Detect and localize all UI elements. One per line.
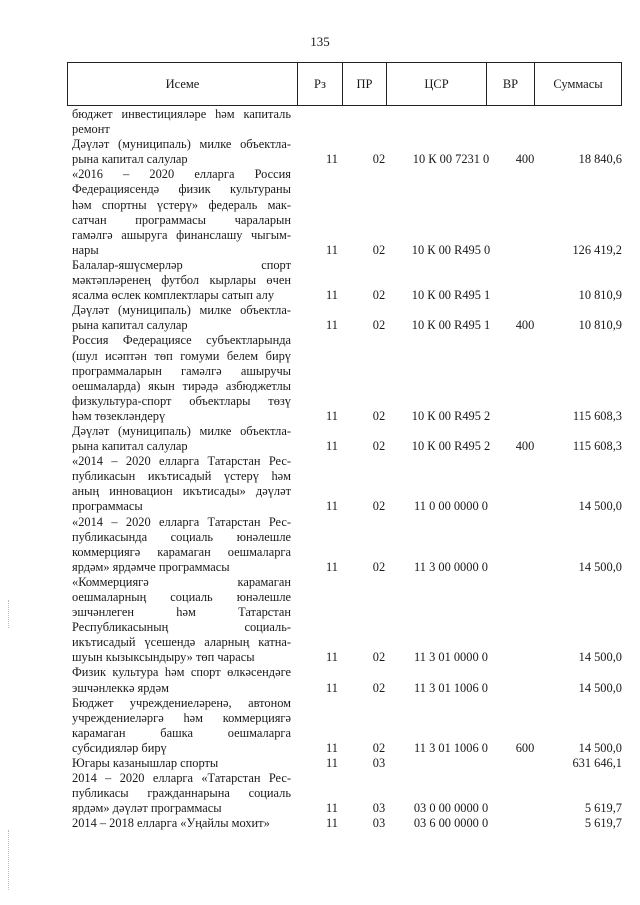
row-rz: 11	[326, 439, 338, 454]
table-row	[72, 696, 622, 756]
row-pr: 02	[372, 288, 386, 303]
row-name-line: «2016 – 2020 елларга Россия	[72, 167, 291, 182]
row-name	[72, 167, 291, 258]
table-row	[72, 333, 622, 424]
row-vr: 600	[515, 740, 535, 755]
row-name	[72, 107, 291, 137]
row-csr: 10 К 00 R495 2	[411, 439, 491, 454]
row-name-line: физкультура-спорт объектлары төзү	[72, 393, 291, 408]
table-header	[67, 62, 622, 106]
table-row	[72, 454, 622, 514]
row-sum: 115 608,3	[572, 408, 622, 423]
row-sum: 115 608,3	[572, 439, 622, 454]
row-pr: 02	[372, 408, 386, 423]
row-pr: 03	[372, 801, 386, 816]
row-pr: 02	[372, 242, 386, 257]
row-vr	[505, 499, 545, 514]
row-name-line: Россия Федерациясе субъектларында	[72, 333, 291, 348]
row-sum: 5 619,7	[584, 816, 622, 831]
table-row	[72, 137, 622, 167]
row-name	[72, 575, 291, 666]
row-pr: 02	[372, 650, 386, 665]
row-name-line: Дәүләт (муниципаль) милке объектла-	[72, 303, 291, 318]
table-row	[72, 575, 622, 666]
row-sum: 14 500,0	[578, 559, 622, 574]
margin-mark	[8, 830, 10, 890]
row-csr: 03 6 00 0000 0	[413, 816, 489, 831]
row-sum: 631 646,1	[572, 756, 622, 771]
row-name-line: Дәүләт (муниципаль) милке объектла-	[72, 137, 291, 152]
row-vr	[505, 681, 545, 696]
row-vr	[505, 756, 545, 771]
row-sum: 14 500,0	[578, 740, 622, 755]
page-number: 135	[310, 34, 330, 49]
header-rz: Рз	[298, 63, 343, 105]
row-name-line: шуын кызыксындыру» төп чарасы	[72, 650, 255, 665]
row-pr: 02	[372, 499, 386, 514]
row-name-line: ярдәм» ярдәмче программасы	[72, 559, 230, 574]
row-sum: 14 500,0	[578, 680, 622, 695]
row-name-line: һәм спортны үстерү» федераль мак-	[72, 197, 291, 212]
row-name	[72, 454, 291, 514]
row-name	[72, 137, 291, 167]
header-name: Исеме	[68, 63, 298, 105]
row-pr: 03	[372, 816, 386, 831]
row-csr: 11 3 01 1006 0	[414, 680, 488, 695]
row-name-line: Республикасының социаль-	[72, 620, 291, 635]
row-name-line: «Коммерциягә карамаган	[72, 574, 291, 589]
row-name-line: ремонт	[72, 122, 110, 137]
row-name-line: Федерациясендә физик культураны	[72, 182, 291, 197]
row-name-line: эшчәнлеген һәм Татарстан	[72, 605, 291, 620]
row-csr: 11 3 00 0000 0	[414, 559, 488, 574]
row-sum: 18 840,6	[578, 152, 622, 167]
row-name-line: рына капитал салулар	[72, 152, 188, 167]
row-rz: 11	[326, 801, 338, 816]
row-sum: 14 500,0	[578, 650, 622, 665]
row-csr: 11 3 01 1006 0	[414, 740, 488, 755]
row-rz: 11	[326, 318, 338, 333]
row-rz: 11	[326, 242, 338, 257]
row-pr: 02	[372, 680, 386, 695]
table-row	[72, 258, 622, 303]
row-name-line: 2014 – 2018 елларга «Уңайлы мохит»	[72, 816, 270, 831]
row-name-line: оешмаларның социаль юнәлешле	[72, 590, 291, 604]
row-sum: 10 810,9	[578, 288, 622, 303]
row-name-line: рына капитал салулар	[72, 318, 188, 333]
row-pr: 02	[372, 152, 386, 167]
row-name-line: сатчан программасы чараларын	[72, 212, 291, 227]
row-rz: 11	[326, 756, 338, 771]
header-csr: ЦСР	[387, 63, 487, 105]
row-rz: 11	[326, 408, 338, 423]
row-name-line: ярдәм» дәүләт программасы	[72, 801, 222, 816]
table-row	[72, 665, 622, 695]
row-name-line: публикасын икътисадый үстерү һәм	[72, 469, 291, 484]
row-name-line: ясалма өслек комплектлары сатып алу	[72, 288, 275, 303]
row-sum: 10 810,9	[578, 318, 622, 333]
row-name-line: рына капитал салулар	[72, 439, 188, 454]
row-pr	[361, 122, 397, 137]
row-name-line: карамаган башка оешмаларга	[72, 725, 291, 740]
row-name	[72, 303, 291, 333]
row-vr	[505, 243, 545, 258]
row-vr	[505, 816, 545, 831]
row-csr: 11 0 00 0000 0	[414, 499, 488, 514]
row-pr: 02	[372, 439, 386, 454]
header-sum: Суммасы	[553, 76, 603, 91]
row-name-line: гамәлгә ашыруга финанслашу чыгым-	[72, 227, 291, 242]
row-csr: 10 К 00 R495 1	[411, 288, 491, 303]
row-name	[72, 696, 291, 756]
row-rz: 11	[326, 740, 338, 755]
row-name-line: оешмаларда) якын тирәдә азбюджетлы	[72, 378, 291, 393]
row-name	[72, 665, 291, 695]
table-row	[72, 756, 622, 771]
row-name-line: Бюджет учреждениеләренә, автоном	[72, 695, 291, 710]
row-csr	[397, 122, 505, 137]
row-vr	[505, 288, 545, 303]
row-name-line: аның инновацион икътисады» дәүләт	[72, 484, 291, 499]
row-name-line: публикасында социаль юнәлешле	[72, 529, 291, 544]
row-name	[72, 333, 291, 424]
row-name-line: публикасы гражданнарына социаль	[72, 786, 291, 801]
table-row	[72, 303, 622, 333]
row-name	[72, 771, 291, 816]
row-name-line: Балалар-яшүсмерләр спорт	[72, 257, 291, 272]
row-rz: 11	[326, 152, 338, 167]
row-rz: 11	[326, 559, 338, 574]
row-rz: 11	[326, 680, 338, 695]
row-name-line: учреждениеләргә һәм коммерциягә	[72, 710, 291, 725]
row-vr	[505, 409, 545, 424]
row-rz: 11	[326, 288, 338, 303]
table-row	[72, 771, 622, 816]
row-name-line: Югары казанышлар спорты	[72, 756, 219, 771]
row-name-line: бюджет инвестицияләре һәм капиталь	[72, 107, 291, 121]
row-vr	[505, 560, 545, 575]
row-vr	[505, 122, 545, 137]
row-rz: 11	[326, 816, 338, 831]
row-pr: 02	[372, 740, 386, 755]
row-pr: 02	[372, 318, 386, 333]
row-name	[72, 756, 291, 771]
margin-mark	[8, 600, 10, 628]
row-csr	[397, 756, 505, 771]
table-body	[72, 107, 622, 832]
row-csr: 10 К 00 R495 1	[411, 318, 491, 333]
row-csr: 10 К 00 7231 0	[412, 152, 490, 167]
row-name	[72, 424, 291, 454]
row-name	[72, 816, 291, 831]
row-name	[72, 515, 291, 575]
row-name-line: субсидияләр бирү	[72, 740, 167, 755]
header-vr: ВР	[487, 63, 535, 105]
row-sum	[545, 122, 622, 137]
table-row	[72, 167, 622, 258]
table-row	[72, 816, 622, 831]
row-pr: 02	[372, 559, 386, 574]
row-name-line: (шул исәптән төп гомуми белем бирү	[72, 348, 291, 363]
row-vr: 400	[515, 439, 535, 454]
row-name-line: коммерциягә карамаган оешмаларга	[72, 544, 291, 559]
row-name-line: нары	[72, 242, 99, 257]
row-name-line: программаларын гамәлгә ашыручы	[72, 363, 291, 378]
row-vr: 400	[515, 152, 535, 167]
row-csr: 11 3 01 0000 0	[414, 650, 488, 665]
row-name-line: «2014 – 2020 елларга Татарстан Рес-	[72, 454, 291, 469]
row-sum: 126 419,2	[572, 242, 622, 257]
row-name-line: программасы	[72, 499, 143, 514]
row-name-line: Физик культура һәм спорт өлкәсендәге	[72, 665, 291, 680]
row-sum: 14 500,0	[578, 499, 622, 514]
row-vr: 400	[515, 318, 535, 333]
row-csr: 10 К 00 R495 0	[411, 242, 491, 257]
header-pr: ПР	[343, 63, 387, 105]
row-name-line: Дәүләт (муниципаль) милке объектла-	[72, 423, 291, 438]
row-name-line: эшчәнлеккә ярдәм	[72, 680, 169, 695]
row-name-line: «2014 – 2020 елларга Татарстан Рес-	[72, 514, 291, 529]
row-name	[72, 258, 291, 303]
row-vr	[505, 650, 545, 665]
row-vr	[505, 801, 545, 816]
table-row	[72, 515, 622, 575]
row-csr: 10 К 00 R495 2	[411, 408, 491, 423]
row-rz	[291, 122, 361, 137]
row-sum: 5 619,7	[584, 801, 622, 816]
row-name-line: һәм төзекләндерү	[72, 408, 166, 423]
row-name-line: мәктәпләренең футбол кырлары өчен	[72, 273, 291, 288]
table-row	[72, 424, 622, 454]
row-name-line: икътисадый үсешендә аларның катна-	[72, 635, 291, 650]
row-rz: 11	[326, 650, 338, 665]
table-row	[72, 107, 622, 137]
row-csr: 03 0 00 0000 0	[413, 801, 489, 816]
row-name-line: 2014 – 2020 елларга «Татарстан Рес-	[72, 771, 291, 786]
row-rz: 11	[326, 499, 338, 514]
row-pr: 03	[372, 756, 386, 771]
